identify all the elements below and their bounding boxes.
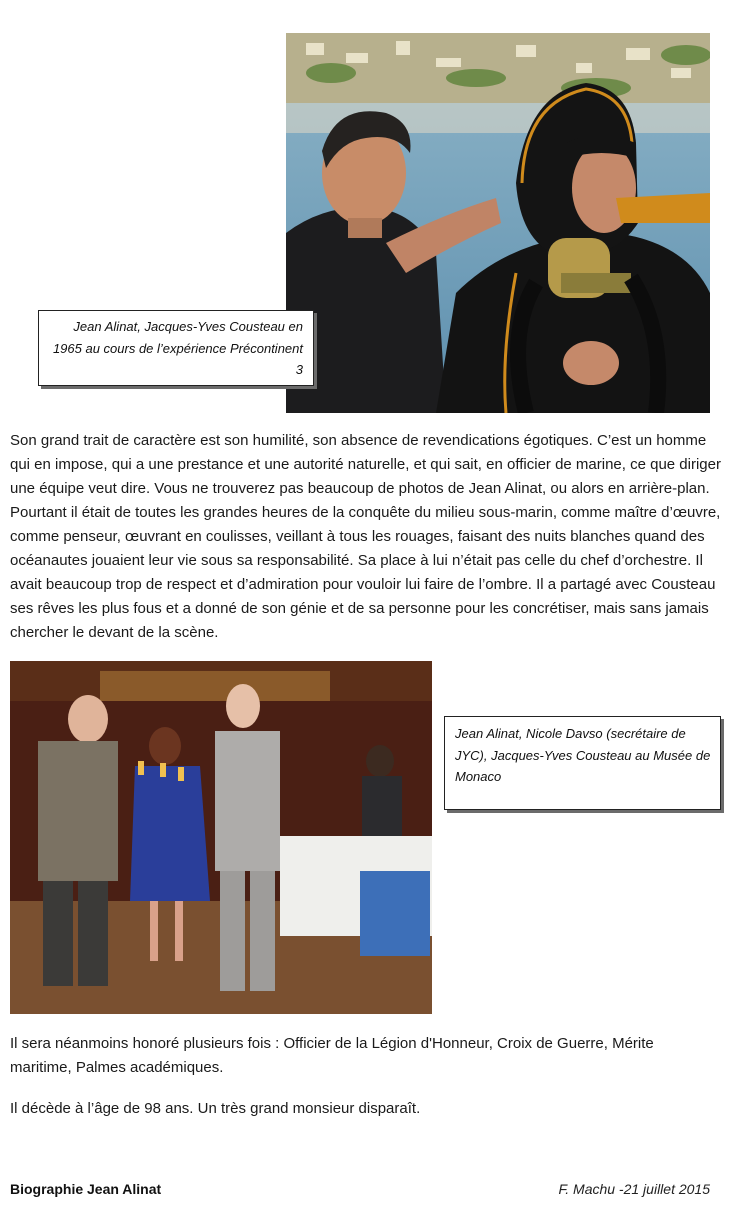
photo-alinat-cousteau-precontinent <box>286 33 710 413</box>
photo-alinat-davso-cousteau-musee <box>10 661 432 1014</box>
photo2-caption: Jean Alinat, Nicole Davso (secrétaire de JYC), Jacques-Yves Cousteau au Musée de Monaco <box>444 716 721 810</box>
photo-illustration-2 <box>10 661 432 1014</box>
photo-illustration <box>286 33 710 413</box>
body-paragraph-3: Il décède à l’âge de 98 ans. Un très grand monsieur disparaît. <box>10 1100 421 1117</box>
footer-title: Biographie Jean Alinat <box>10 1181 162 1197</box>
photo1-caption: Jean Alinat, Jacques-Yves Cousteau en 1965 au cours de l’expérience Précontinent 3 <box>38 310 314 386</box>
body-paragraph-2: Il sera néanmoins honoré plusieurs fois : Officier de la Légion d'Honneur, Croix de Guerre, Mérite maritime, Palmes académiques. <box>10 1035 654 1076</box>
footer-author-date: F. Machu -21 juillet 2015 <box>558 1181 710 1197</box>
body-paragraph-1: Son grand trait de caractère est son humilité, son absence de revendications égotiques. C’est un homme qui en impose, qui a une prestance et une autorité naturelle, et qui sait, en officier de marine, ce que diriger une équipe veut dire. Vous ne trouverez pas beaucoup de photos de Jean Alinat, ou alors en arrière-plan. Pourtant il était de toutes les grandes heures de la conquête du milieu sous-marin, comme maître d’œuvre, comme penseur, œuvrant en coulisses, veillant à tous les rouages, faisant des nuits blanches quand des océanautes jouaient leur vie sous sa responsabilité. Sa place à lui n’était pas celle du chef d’orchestre. Il avait beaucoup trop de respect et d’admiration pour vouloir lui faire de l’ombre. Il a partagé avec Cousteau ses rêves les plus fous et a donné de son génie et de sa personne pour les concrétiser, mais sans jamais chercher le devant de la scène. <box>10 432 721 641</box>
